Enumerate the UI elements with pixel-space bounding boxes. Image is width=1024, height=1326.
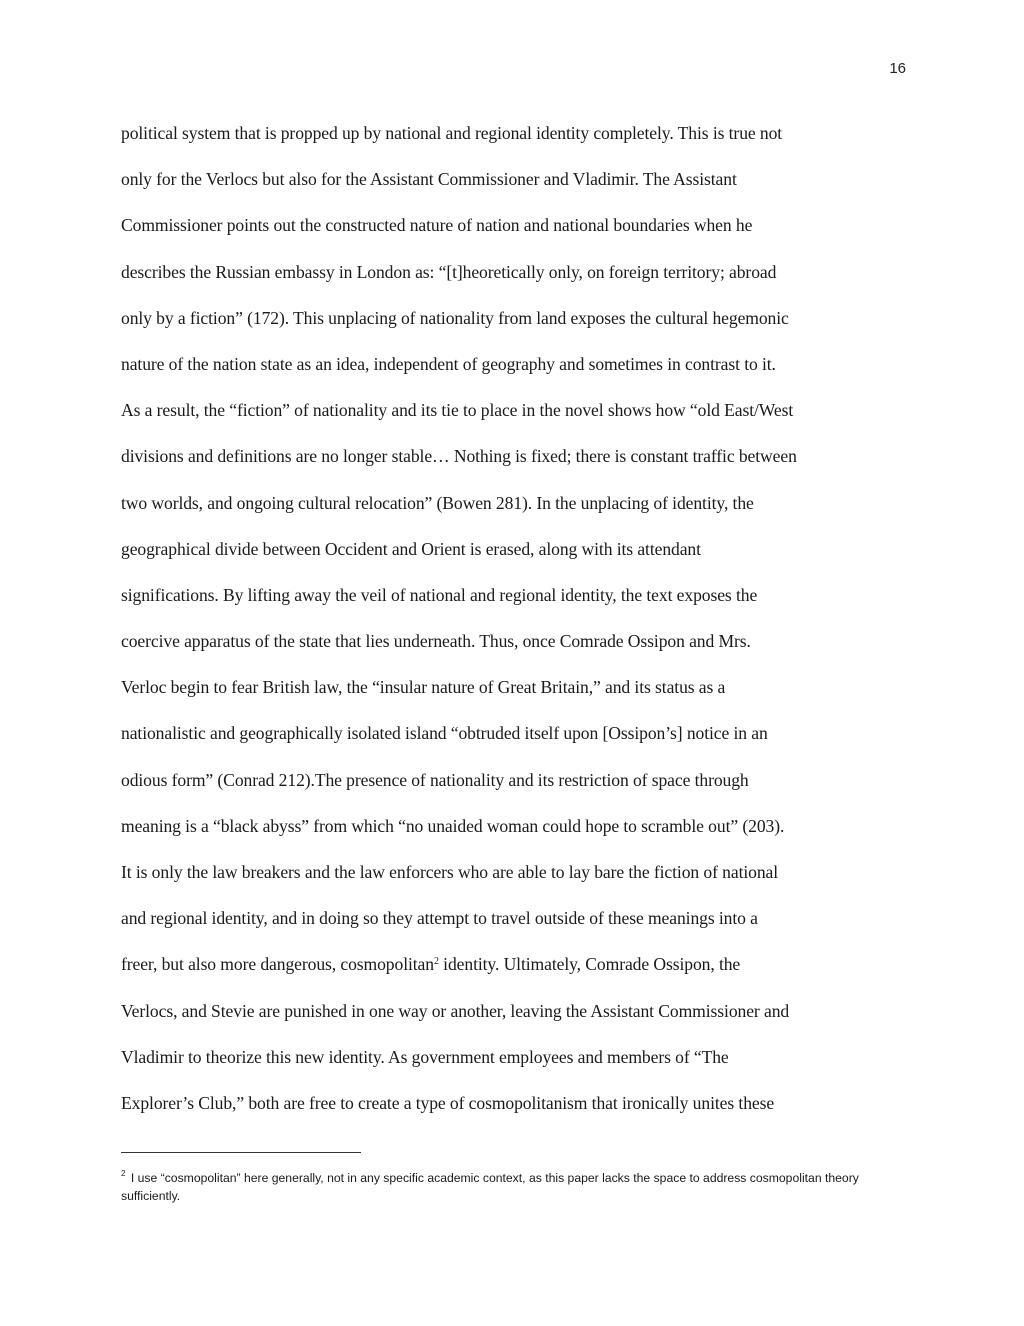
text-line: It is only the law breakers and the law enforcers who are able to lay bare the fiction of national [121,862,779,882]
text-line: only for the Verlocs but also for the Assistant Commissioner and Vladimir. The Assistant [121,169,737,190]
text-line-start: freer, but also more dangerous, cosmopolitan [121,954,434,975]
text-line: significations. By lifting away the veil of national and regional identity, the text exposes the [121,584,758,605]
footnote-text: I use “cosmopolitan” here generally, not in any specific academic context, as this paper lacks the space to address cosmopolitan theory sufficiently. [121,1171,859,1204]
footnote [121,1166,921,1205]
text-line: describes the Russian embassy in London as: “[t]heoretically only, on foreign territory; abroad [121,261,777,282]
text-line [121,949,921,995]
text-line: divisions and definitions are no longer stable… Nothing is fixed; there is constant traffic between [121,446,797,467]
text-line: and regional identity, and in doing so they attempt to travel outside of these meanings into a [121,908,758,929]
text-line: two worlds, and ongoing cultural relocation” (Bowen 281). In the unplacing of identity, the [121,492,754,513]
page-number: 16 [889,60,906,77]
text-line-continuation: identity. Ultimately, Comrade Ossipon, the [438,954,741,975]
text-line: political system that is propped up by national and regional identity completely. This is true not [121,123,783,143]
text-line: geographical divide between Occident and Orient is erased, along with its attendant [121,538,701,559]
text-line: only by a fiction” (172). This unplacing of nationality from land exposes the cultural hegemonic [121,307,789,328]
text-line: nature of the nation state as an idea, independent of geography and sometimes in contrast to it. [121,353,776,374]
footnote-reference[interactable]: 2 [433,956,439,968]
text-line: Vladimir to theorize this new identity. As government employees and members of “The [121,1046,729,1067]
text-line: nationalistic and geographically isolated island “obtruded itself upon [Ossipon’s] notice in an [121,723,768,744]
text-line: Verlocs, and Stevie are punished in one way or another, leaving the Assistant Commissioner and [121,1000,790,1021]
body-text [121,118,921,1134]
text-line: Verloc begin to fear British law, the “insular nature of Great Britain,” and its status as a [121,677,726,698]
footnote-separator [121,1152,361,1153]
text-line: Commissioner points out the constructed nature of nation and national boundaries when he [121,215,753,236]
text-line: As a result, the “fiction” of nationality and its tie to place in the novel shows how “old East/West [121,400,794,421]
text-line: odious form” (Conrad 212).The presence of nationality and its restriction of space through [121,769,749,790]
text-line: Explorer’s Club,” both are free to create a type of cosmopolitanism that ironically unites these [121,1092,775,1113]
text-line: coercive apparatus of the state that lies underneath. Thus, once Comrade Ossipon and Mrs. [121,631,751,652]
text-line: meaning is a “black abyss” from which “no unaided woman could hope to scramble out” (203). [121,815,785,836]
footnote-marker: 2 [121,1169,126,1178]
